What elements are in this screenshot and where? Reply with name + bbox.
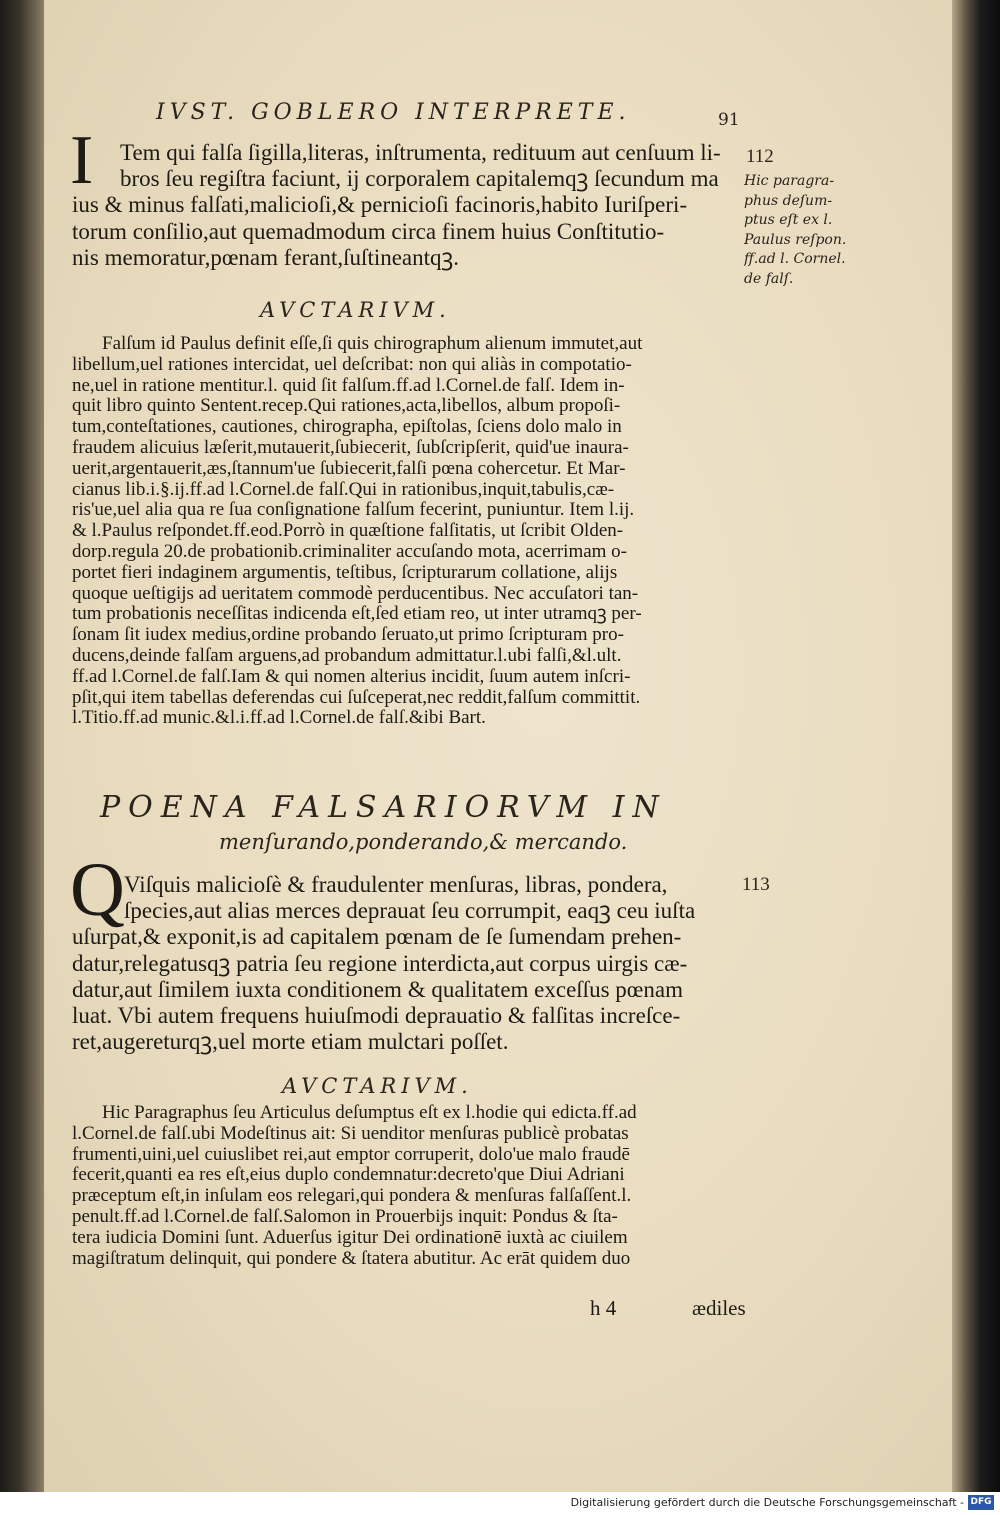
drop-capital-i: I <box>70 122 94 199</box>
text-line: frumenti,uini,uel cuiuslibet rei,aut emptor corruperit, dolo'ue malo fraudē <box>72 1144 630 1165</box>
text-line: libellum,uel rationes intercidat, uel deſcribat: non qui aliàs in compotatio- <box>72 354 632 375</box>
text-line: l.Cornel.de falſ.ubi Modeſtinus ait: Si uenditor menſuras publicè probatas <box>72 1123 629 1144</box>
text-line: Hic Paragraphus ſeu Articulus deſumptus eſt ex l.hodie qui edicta.ff.ad <box>102 1103 637 1123</box>
folio-number: 91 <box>718 110 740 130</box>
margin-note <box>744 172 852 289</box>
text-line: datur,relegatusqꝫ patria ſeu regione interdicta,aut corpus uirgis cæ- <box>72 950 688 976</box>
text-line: portet fieri indaginem argumentis, teſtibus, ſcripturarum collatione, alijs <box>72 562 618 583</box>
text-line: nis memoratur,pœnam ferant,ſuſtineantqꝫ. <box>72 244 460 270</box>
text-line: fraudem alicuius læſerit,mutauerit,ſubiecerit, ſubſcripſerit, quid'ue inaura- <box>72 437 629 458</box>
text-line: ius & minus falſati,malicioſi,& pernicioſi facinoris,habito Iuriſperi- <box>72 192 688 218</box>
funding-footer <box>0 1492 1000 1515</box>
text-line: ſonam ſit iudex medius,ordine probando ſeruato,ut primo ſcripturam pro- <box>72 625 624 646</box>
commentary-paragraph-1 <box>72 334 740 729</box>
text-line: dorp.regula 20.de probationib.criminaliter accuſando mota, acerrimam o- <box>72 541 628 562</box>
margin-note-line: Paulus reſpon. <box>744 231 847 248</box>
margin-note-line: phus deſum- <box>744 192 833 209</box>
text-line: ris'ue,uel alia qua re ſua conſignatione falſum fecerint, puniuntur. Item l.ij. <box>72 500 635 521</box>
section-subtitle: menſurando,ponderando,& mercando. <box>219 830 628 854</box>
catchword: ædiles <box>692 1296 746 1320</box>
text-line: bros ſeu regiſtra faciunt, ij corporalem capitalemqꝫ ſecundum ma <box>120 166 719 192</box>
book-page <box>44 0 952 1492</box>
text-line: penult.ff.ad l.Cornel.de falſ.Salomon in Prouerbijs inquit: Pondus & ſta- <box>72 1206 618 1227</box>
text-line: cianus lib.i.§.ij.ff.ad l.Cornel.de falſ.Qui in rationibus,inquit,tabulis,cæ- <box>72 479 615 500</box>
text-line: tera iudicia Domini ſunt. Aduerſus igitur Dei ordinationē iuxtà ac ciuilem <box>72 1227 628 1248</box>
text-line: uerit,argentauerit,æs,ſtannum'ue ſubiecerit,falſi pœna cohercetur. Et Mar- <box>72 458 626 479</box>
margin-article-number: 113 <box>742 874 770 895</box>
margin-note-line: de falſ. <box>744 270 794 287</box>
text-line: pſit,qui item tabellas deferendas cui ſuſceperat,nec reddit,falſum committit. <box>72 687 641 708</box>
dfg-logo-icon: DFG <box>968 1495 994 1510</box>
page-edge-shadow <box>952 0 1000 1492</box>
text-line: præceptum eſt,in inſulam eos relegari,qui pondera & menſuras falſaſſent.l. <box>72 1186 632 1207</box>
text-line: & l.Paulus reſpondet.ff.eod.Porrò in quæſtione falſitatis, ut ſcribit Olden- <box>72 521 624 542</box>
running-head: IVST. GOBLERO INTERPRETE. <box>156 100 631 125</box>
section-title: POENA FALSARIORVM IN <box>100 790 667 825</box>
text-line: ducens,deinde falſam arguens,ad probandum admittatur.l.ubi falſi,&l.ult. <box>72 645 622 666</box>
text-line: ff.ad l.Cornel.de falſ.Iam & qui nomen alterius incidit, ſuum autem inſcri- <box>72 666 631 687</box>
text-line: ret,augereturqꝫ,uel morte etiam mulctari poſſet. <box>72 1029 509 1055</box>
text-line: quoque ueſtigijs ad ueritatem commodè perducentibus. Nec accuſatori tan- <box>72 583 639 604</box>
text-line: torum conſilio,aut quemadmodum circa finem huius Conſtitutio- <box>72 218 665 244</box>
margin-note-line: ff.ad l. Cornel. <box>744 251 846 267</box>
text-line: Falſum id Paulus definit eſſe,ſi quis chirographum alienum immutet,aut <box>102 334 643 354</box>
text-line: Viſquis malicioſè & fraudulenter menſuras, libras, pondera, <box>124 872 668 897</box>
text-line: l.Titio.ff.ad munic.&l.i.ff.ad l.Cornel.de falſ.&ibi Bart. <box>72 708 486 729</box>
text-line: ſpecies,aut alias merces deprauat ſeu corrumpit, eaqꝫ ceu iuſta <box>124 898 696 924</box>
margin-article-number: 112 <box>746 146 774 167</box>
margin-note-line: Hic paragra- <box>744 173 835 189</box>
main-paragraph-2 <box>72 872 740 1055</box>
signature-mark: h 4 <box>590 1296 617 1320</box>
margin-note-line: ptus eſt ex l. <box>744 212 833 228</box>
text-line: magiſtratum delinquit, qui pondere & ſtatera abutitur. Ac erāt quidem duo <box>72 1248 631 1269</box>
text-line: datur,aut ſimilem iuxta conditionem & qualitatem exceſſus pœnam <box>72 976 683 1002</box>
auctarium-heading-1: AVCTARIVM. <box>260 298 451 322</box>
main-paragraph-1 <box>72 140 740 271</box>
text-line: ne,uel in ratione mentitur.l. quid ſit falſum.ff.ad l.Cornel.de falſ. Idem in- <box>72 375 625 396</box>
commentary-paragraph-2 <box>72 1103 740 1269</box>
text-line: tum probationis neceſſitas indicenda eſt,ſed etiam reo, ut inter utramqꝫ per- <box>72 604 642 625</box>
auctarium-heading-2: AVCTARIVM. <box>282 1074 473 1098</box>
text-line: luat. Vbi autem frequens huiuſmodi deprauatio & falſitas increſce- <box>72 1003 681 1029</box>
text-line: quit libro quinto Sentent.recep.Qui rationes,acta,libellos, album propoſi- <box>72 396 621 417</box>
text-line: uſurpat,& exponit,is ad capitalem pœnam de ſe ſumendam prehen- <box>72 924 682 950</box>
drop-capital-q: Q <box>70 848 125 932</box>
page-gutter-shadow <box>0 0 44 1492</box>
funding-credit-text: Digitalisierung gefördert durch die Deutsche Forschungsgemeinschaft - <box>570 1496 964 1509</box>
text-line: fecerit,quanti ea res eſt,eius duplo condemnatur:decreto'que Diui Adriani <box>72 1165 625 1186</box>
text-line: Tem qui falſa ſigilla,literas, inſtrumenta, redituum aut cenſuum li- <box>120 140 721 165</box>
text-line: tum,conteſtationes, cautiones, chirographa, epiſtolas, ſciens dolo malo in <box>72 417 622 438</box>
